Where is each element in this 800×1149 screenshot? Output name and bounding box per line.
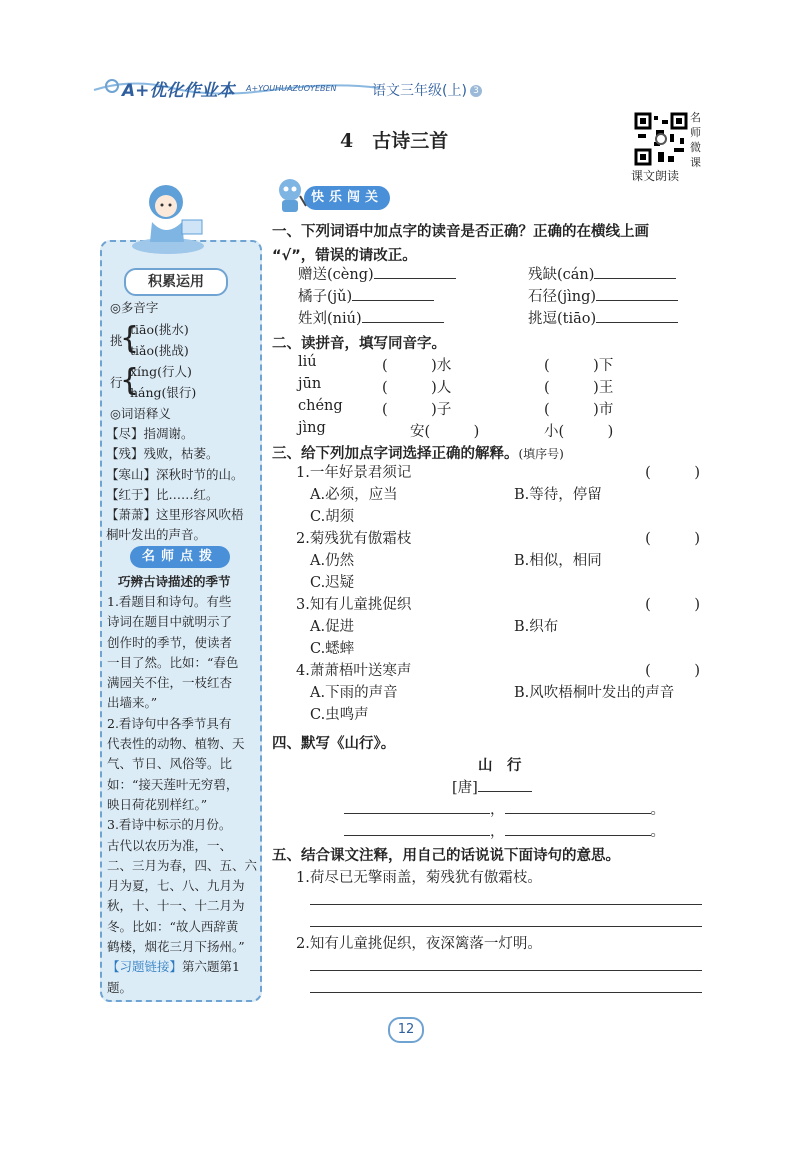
mascot-icon (128, 176, 210, 256)
q3-answer-paren[interactable]: ( ) (645, 465, 700, 481)
q3-item (296, 660, 706, 726)
tip-line: 古代以农历为准，一、 (107, 837, 233, 853)
definition-value: 残败，枯萎。 (143, 446, 219, 462)
q3-answer-paren[interactable]: ( ) (645, 531, 700, 547)
q1-item (528, 308, 678, 330)
poem-blank[interactable] (505, 813, 651, 814)
q2-char: 水 (436, 358, 452, 374)
badge-teacher-tip: 名师点拨 (130, 546, 230, 568)
answer-blank[interactable] (594, 278, 676, 279)
tip-line: 代表性的动物、植物、天 (107, 736, 245, 752)
q3-option: A.下雨的声音 (310, 685, 398, 701)
q1-word: 残缺(cán) (528, 267, 595, 283)
q2-pinyin: jìng (298, 420, 326, 436)
badge-accumulate: 积累运用 (124, 268, 228, 296)
brace-icon: { (120, 363, 140, 398)
q2-char: 人 (436, 380, 452, 396)
answer-line[interactable] (310, 904, 702, 905)
polyphone-group (110, 320, 250, 364)
q1-word: 赠送(cèng) (298, 267, 374, 283)
answer-blank[interactable] (374, 278, 456, 279)
q3-option: C.迟疑 (310, 575, 355, 591)
q3-items (296, 462, 706, 726)
q4-title: 四、默写《山行》。 (272, 736, 396, 752)
q3-option: B.相似，相同 (514, 553, 602, 569)
heading-polyphone: ◎多音字 (110, 300, 159, 315)
q2-char: 市 (598, 402, 614, 418)
tip-line: 满园关不住，一枝红杏 (107, 675, 233, 691)
definition-list (106, 424, 258, 546)
poem-blank[interactable] (344, 813, 490, 814)
q2-blank-a[interactable]: ( )水 (382, 358, 452, 374)
q2-char: 王 (598, 380, 614, 396)
poem-dynasty: [唐] (452, 780, 478, 796)
q1-title-cont: “√”，错误的请改正。 (272, 248, 417, 264)
polyphone-char: 挑 (110, 333, 123, 348)
q2-rows (298, 354, 678, 444)
punct: ， (490, 802, 505, 818)
tip-line: 如：“接天莲叶无穷碧， (107, 776, 239, 792)
polyphone-reading: tiǎo(挑战) (130, 343, 189, 358)
q5-item: 2.知有儿童挑促织，夜深篱落一灯明。 (296, 936, 542, 952)
definition-value: 指凋谢。 (143, 426, 194, 441)
q1-item (528, 286, 678, 308)
q1-word: 石径(jìng) (528, 289, 597, 305)
robot-mascot-icon (272, 176, 308, 214)
tip-line: 诗词在题目中就明示了 (107, 614, 233, 630)
tip-body (107, 592, 257, 998)
q1-title: 一、下列词语中加点字的读音是否正确？正确的在横线上画 (272, 224, 649, 240)
q5-item: 1.荷尽已无擎雨盖，菊残犹有傲霜枝。 (296, 870, 542, 886)
q2-blank-a[interactable]: 安( ) (410, 424, 480, 440)
q1-item (298, 286, 434, 308)
definition-key: 【残】 (106, 446, 144, 462)
polyphone-reading: tiāo(挑水) (130, 322, 189, 337)
page-number: 12 (388, 1017, 424, 1043)
q3-question: 3.知有儿童挑促织 (296, 597, 412, 613)
q1-word: 挑逗(tiāo) (528, 311, 597, 327)
tip-line: 冬。比如：“故人西辞黄 (107, 918, 239, 934)
poem-author-row (452, 776, 532, 797)
definition-key: 【萧萧】 (106, 507, 157, 523)
definition-item (106, 424, 258, 444)
header-logo-sub: A+YOUHUAZUOYEBEN (246, 84, 337, 93)
tip-line: 2.看诗句中各季节具有 (107, 715, 232, 731)
qr-side-char: 课 (690, 156, 701, 169)
exercise-link-key: 【习题链接】 (107, 959, 183, 975)
q3-question: 4.萧萧梧叶送寒声 (296, 663, 412, 679)
definition-value: 比……红。 (156, 486, 219, 502)
q5-title: 五、结合课文注释，用自己的话说说下面诗句的意思。 (272, 848, 620, 864)
polyphone-reading: xíng(行人) (130, 364, 192, 379)
definition-item (106, 465, 258, 485)
section-badge-happy: 快乐闯关 (304, 186, 390, 210)
definition-value: 深秋时节的山。 (156, 466, 244, 482)
tip-title: 巧辨古诗描述的季节 (118, 574, 231, 589)
q3-item (296, 528, 706, 594)
q3-option: B.风吹梧桐叶发出的声音 (514, 685, 675, 701)
tip-line: 映日荷花别样红。” (107, 796, 208, 812)
q1-word: 橘子(jǔ) (298, 289, 353, 305)
q3-question: 1.一年好景君须记 (296, 465, 412, 481)
header-grade (372, 80, 482, 100)
q3-option: C.蟋蟀 (310, 641, 355, 657)
definition-value: 这里形容风吹梧 (156, 507, 244, 523)
exercise-link[interactable] (107, 957, 257, 998)
q2-pinyin: chéng (298, 398, 343, 414)
q1-item (298, 308, 444, 330)
definition-item (106, 505, 258, 525)
tip-line: 鹤楼，烟花三月下扬州。” (107, 939, 245, 955)
q2-blank-a[interactable]: ( )子 (382, 402, 452, 418)
poem-title: 山 行 (478, 758, 522, 774)
q2-title: 二、读拼音，填写同音字。 (272, 336, 446, 352)
q2-blank-b[interactable]: ( )王 (544, 380, 614, 396)
q3-option: C.胡须 (310, 509, 355, 525)
polyphone-reading: háng(银行) (130, 385, 197, 400)
definition-item (106, 444, 258, 464)
qr-code-icon[interactable] (634, 112, 688, 166)
q2-blank-a[interactable]: ( )人 (382, 380, 452, 396)
answer-blank[interactable] (352, 300, 434, 301)
q2-char: 安( (410, 424, 431, 440)
qr-side-char: 名 (690, 111, 701, 124)
grade-label: 语文三年级(上) (372, 83, 467, 99)
q3-title-row (272, 442, 564, 463)
answer-line[interactable] (310, 926, 702, 927)
q2-blank-b[interactable]: ( )市 (544, 402, 614, 418)
definition-key: 【尽】 (106, 426, 144, 441)
heading-word-meaning: ◎词语释义 (110, 406, 171, 421)
definition-key: 【寒山】 (106, 466, 157, 482)
tip-line: 创作时的季节，使读者 (107, 634, 233, 650)
tip-line: 3.看诗中标示的月份。 (107, 817, 232, 833)
brace-icon: { (120, 321, 140, 356)
q3-option: C.虫鸣声 (310, 707, 369, 723)
punct: 。 (650, 824, 665, 840)
grade-number: 3 (470, 85, 482, 97)
q3-option: A.仍然 (310, 553, 355, 569)
poem-line (344, 820, 665, 841)
tip-line: 二、三月为春，四、五、六 (107, 857, 258, 873)
punct: 。 (650, 802, 665, 818)
answer-line[interactable] (310, 970, 702, 971)
q1-word: 姓刘(niú) (298, 311, 362, 327)
page-title: 4 古诗三首 (340, 130, 449, 152)
q1-item (298, 264, 456, 286)
poem-blank[interactable] (344, 835, 490, 836)
q1-item (528, 264, 676, 286)
q3-item (296, 462, 706, 528)
q2-blank-b[interactable]: 小( ) (544, 424, 614, 440)
poem-line (344, 798, 665, 819)
tip-line: 出墙来。” (107, 695, 158, 711)
q3-option: B.织布 (514, 619, 559, 635)
q3-option: B.等待，停留 (514, 487, 602, 503)
q2-char: 子 (436, 402, 452, 418)
q2-pinyin: jūn (298, 376, 322, 392)
q3-option: A.促进 (310, 619, 355, 635)
q3-note: (填序号) (518, 447, 564, 461)
punct: ， (490, 824, 505, 840)
author-blank[interactable] (478, 791, 532, 792)
polyphone-group (110, 362, 250, 406)
exercise-link-value: 第六题第1题。 (107, 959, 240, 995)
qr-side-char: 微 (690, 141, 701, 154)
definition-item-tail: 桐叶发出的声音。 (106, 527, 207, 543)
answer-blank[interactable] (596, 322, 678, 323)
q3-question: 2.菊残犹有傲霜枝 (296, 531, 412, 547)
tip-line: 气、节日、风俗等。比 (107, 756, 233, 772)
q3-title: 三、给下列加点字词选择正确的解释。 (272, 446, 519, 462)
qr-side-char: 师 (690, 126, 701, 139)
q3-answer-paren[interactable]: ( ) (645, 663, 700, 679)
question-1 (272, 220, 712, 265)
definition-item (106, 485, 258, 505)
answer-blank[interactable] (362, 322, 444, 323)
q3-answer-paren[interactable]: ( ) (645, 597, 700, 613)
polyphone-char: 行 (110, 375, 123, 390)
tip-line: 1.看题目和诗句。有些 (107, 594, 232, 609)
q2-char: 小( (544, 424, 565, 440)
qr-caption: 课文朗读 (631, 169, 680, 183)
tip-line: 月为夏，七、八、九月为 (107, 878, 245, 894)
answer-line[interactable] (310, 992, 702, 993)
qr-side-label (690, 110, 704, 170)
q2-pinyin: liú (298, 354, 317, 370)
tip-line: 秋，十、十一、十二月为 (107, 898, 245, 914)
definition-key: 【红于】 (106, 486, 157, 502)
poem-blank[interactable] (505, 835, 651, 836)
q3-option: A.必须，应当 (310, 487, 398, 503)
tip-line: 一目了然。比如：“春色 (107, 654, 239, 670)
q2-char: 下 (598, 358, 614, 374)
q3-item (296, 594, 706, 660)
q2-blank-b[interactable]: ( )下 (544, 358, 614, 374)
header-logo: A+优化作业本 (122, 81, 235, 101)
answer-blank[interactable] (596, 300, 678, 301)
